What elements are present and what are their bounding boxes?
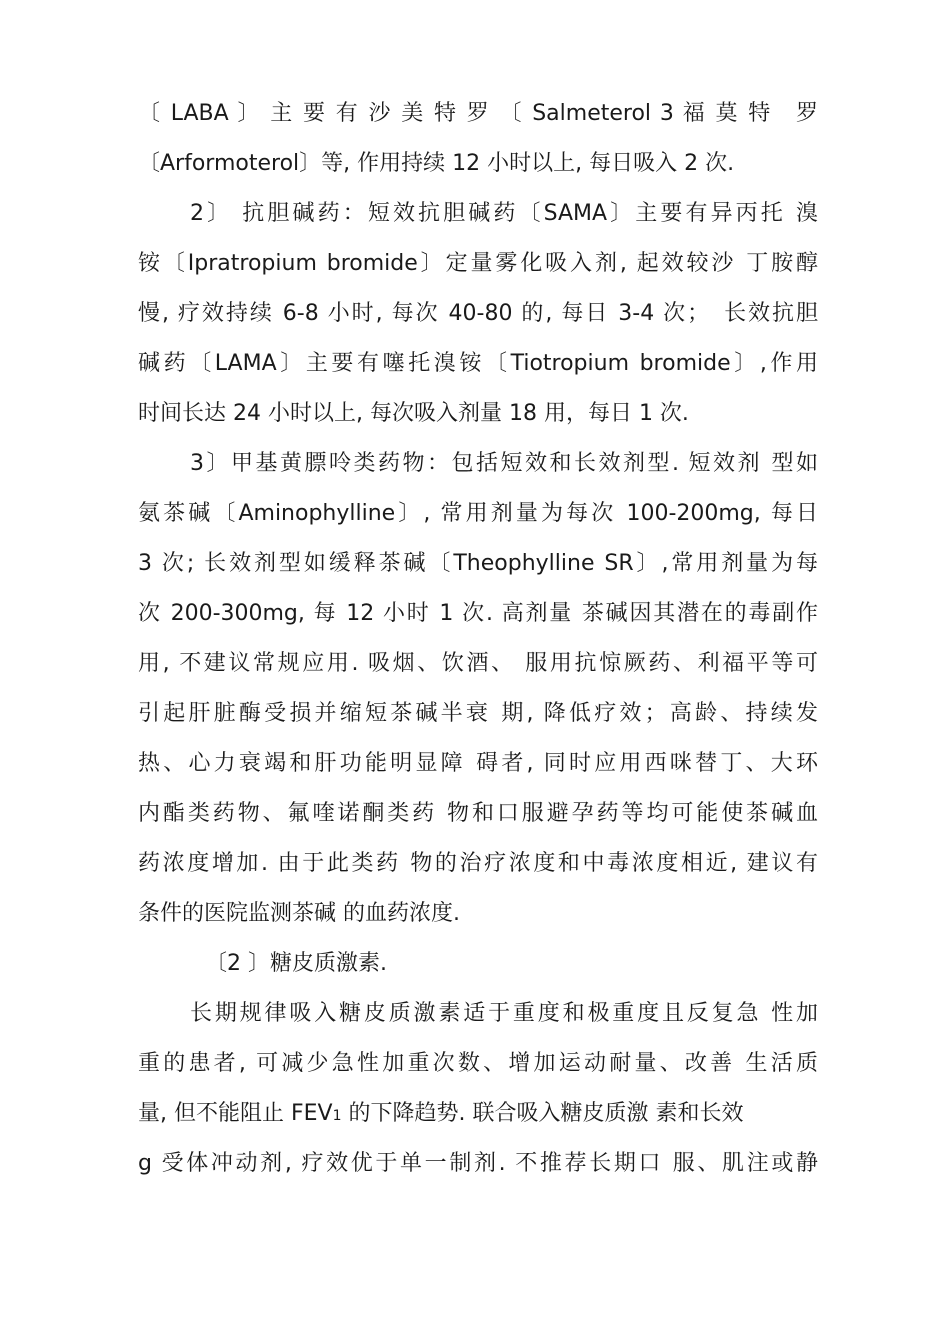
text-line-11: 次 200-300mg, 每 12 小时 1 次. 高剂量 茶碱因其潜在的毒副作 xyxy=(138,601,818,626)
text-line-17: 条件的医院监测茶碱 的血药浓度. xyxy=(138,901,460,926)
section-heading: 〔2 〕糖皮质激素. xyxy=(205,951,387,976)
text-line-21 xyxy=(138,1099,818,1131)
text-line-12: 用, 不建议常规应用. 吸烟、饮酒、 服用抗惊厥药、利福平等可 xyxy=(138,651,818,676)
text-line-15: 内酯类药物、氟喹诺酮类药 物和口服避孕药等均可能使茶碱血 xyxy=(138,801,818,826)
text-line-13: 引起肝脏酶受损并缩短茶碱半衰 期, 降低疗效；高龄、持续发 xyxy=(138,701,818,726)
text-line-21-part-b: 的下降趋势. 联合吸入糖皮质激 素和长效 xyxy=(341,1101,744,1126)
text-line-14: 热、心力衰竭和肝功能明显障 碍者, 同时应用西咪替丁、大环 xyxy=(138,751,818,776)
text-line-4: 铵〔Ipratropium bromide〕定量雾化吸入剂, 起效较沙 丁胺醇 xyxy=(138,251,818,276)
text-line-7: 时间长达 24 小时以上, 每次吸入剂量 18 用，每日 1 次. xyxy=(138,401,689,426)
text-line-2: 〔Arformoterol〕等, 作用持续 12 小时以上, 每日吸入 2 次. xyxy=(138,151,735,176)
text-line-16: 药浓度增加. 由于此类药 物的治疗浓度和中毒浓度相近, 建议有 xyxy=(138,851,818,876)
text-line-19: 长期规律吸入糖皮质激素适于重度和极重度且反复急 性加 xyxy=(190,1001,818,1026)
text-line-20: 重的患者, 可减少急性加重次数、增加运动耐量、改善 生活质 xyxy=(138,1051,818,1076)
text-line-21-part-a: 量, 但不能阻止 FEV xyxy=(138,1101,333,1126)
text-line-8: 3〕甲基黄膘呤类药物：包括短效和长效剂型. 短效剂 型如 xyxy=(190,451,818,476)
fev1-subscript: 1 xyxy=(332,1108,342,1124)
text-line-22: g 受体冲动剂, 疗效优于单一制剂. 不推荐长期口 服、肌注或静 xyxy=(138,1151,818,1176)
text-line-9: 氨茶碱〔Aminophylline〕, 常用剂量为每次 100-200mg, 每日 xyxy=(138,501,818,526)
text-line-3: 2〕 抗胆碱药：短效抗胆碱药〔SAMA〕主要有异丙托 溴 xyxy=(190,201,818,226)
text-line-6: 碱药〔LAMA〕主要有噻托溴铵〔Tiotropium bromide〕,作用 xyxy=(138,351,818,376)
text-line-5: 慢, 疗效持续 6-8 小时, 每次 40-80 的, 每日 3-4 次； 长效抗胆 xyxy=(138,301,818,326)
text-line-1: 〔 LABA 〕 主 要 有 沙 美 特 罗 〔 Salmeterol 3 福 莫 特 罗 xyxy=(138,101,818,126)
text-line-10: 3 次; 长效剂型如缓释茶碱〔Theophylline SR〕,常用剂量为每 xyxy=(138,551,818,576)
